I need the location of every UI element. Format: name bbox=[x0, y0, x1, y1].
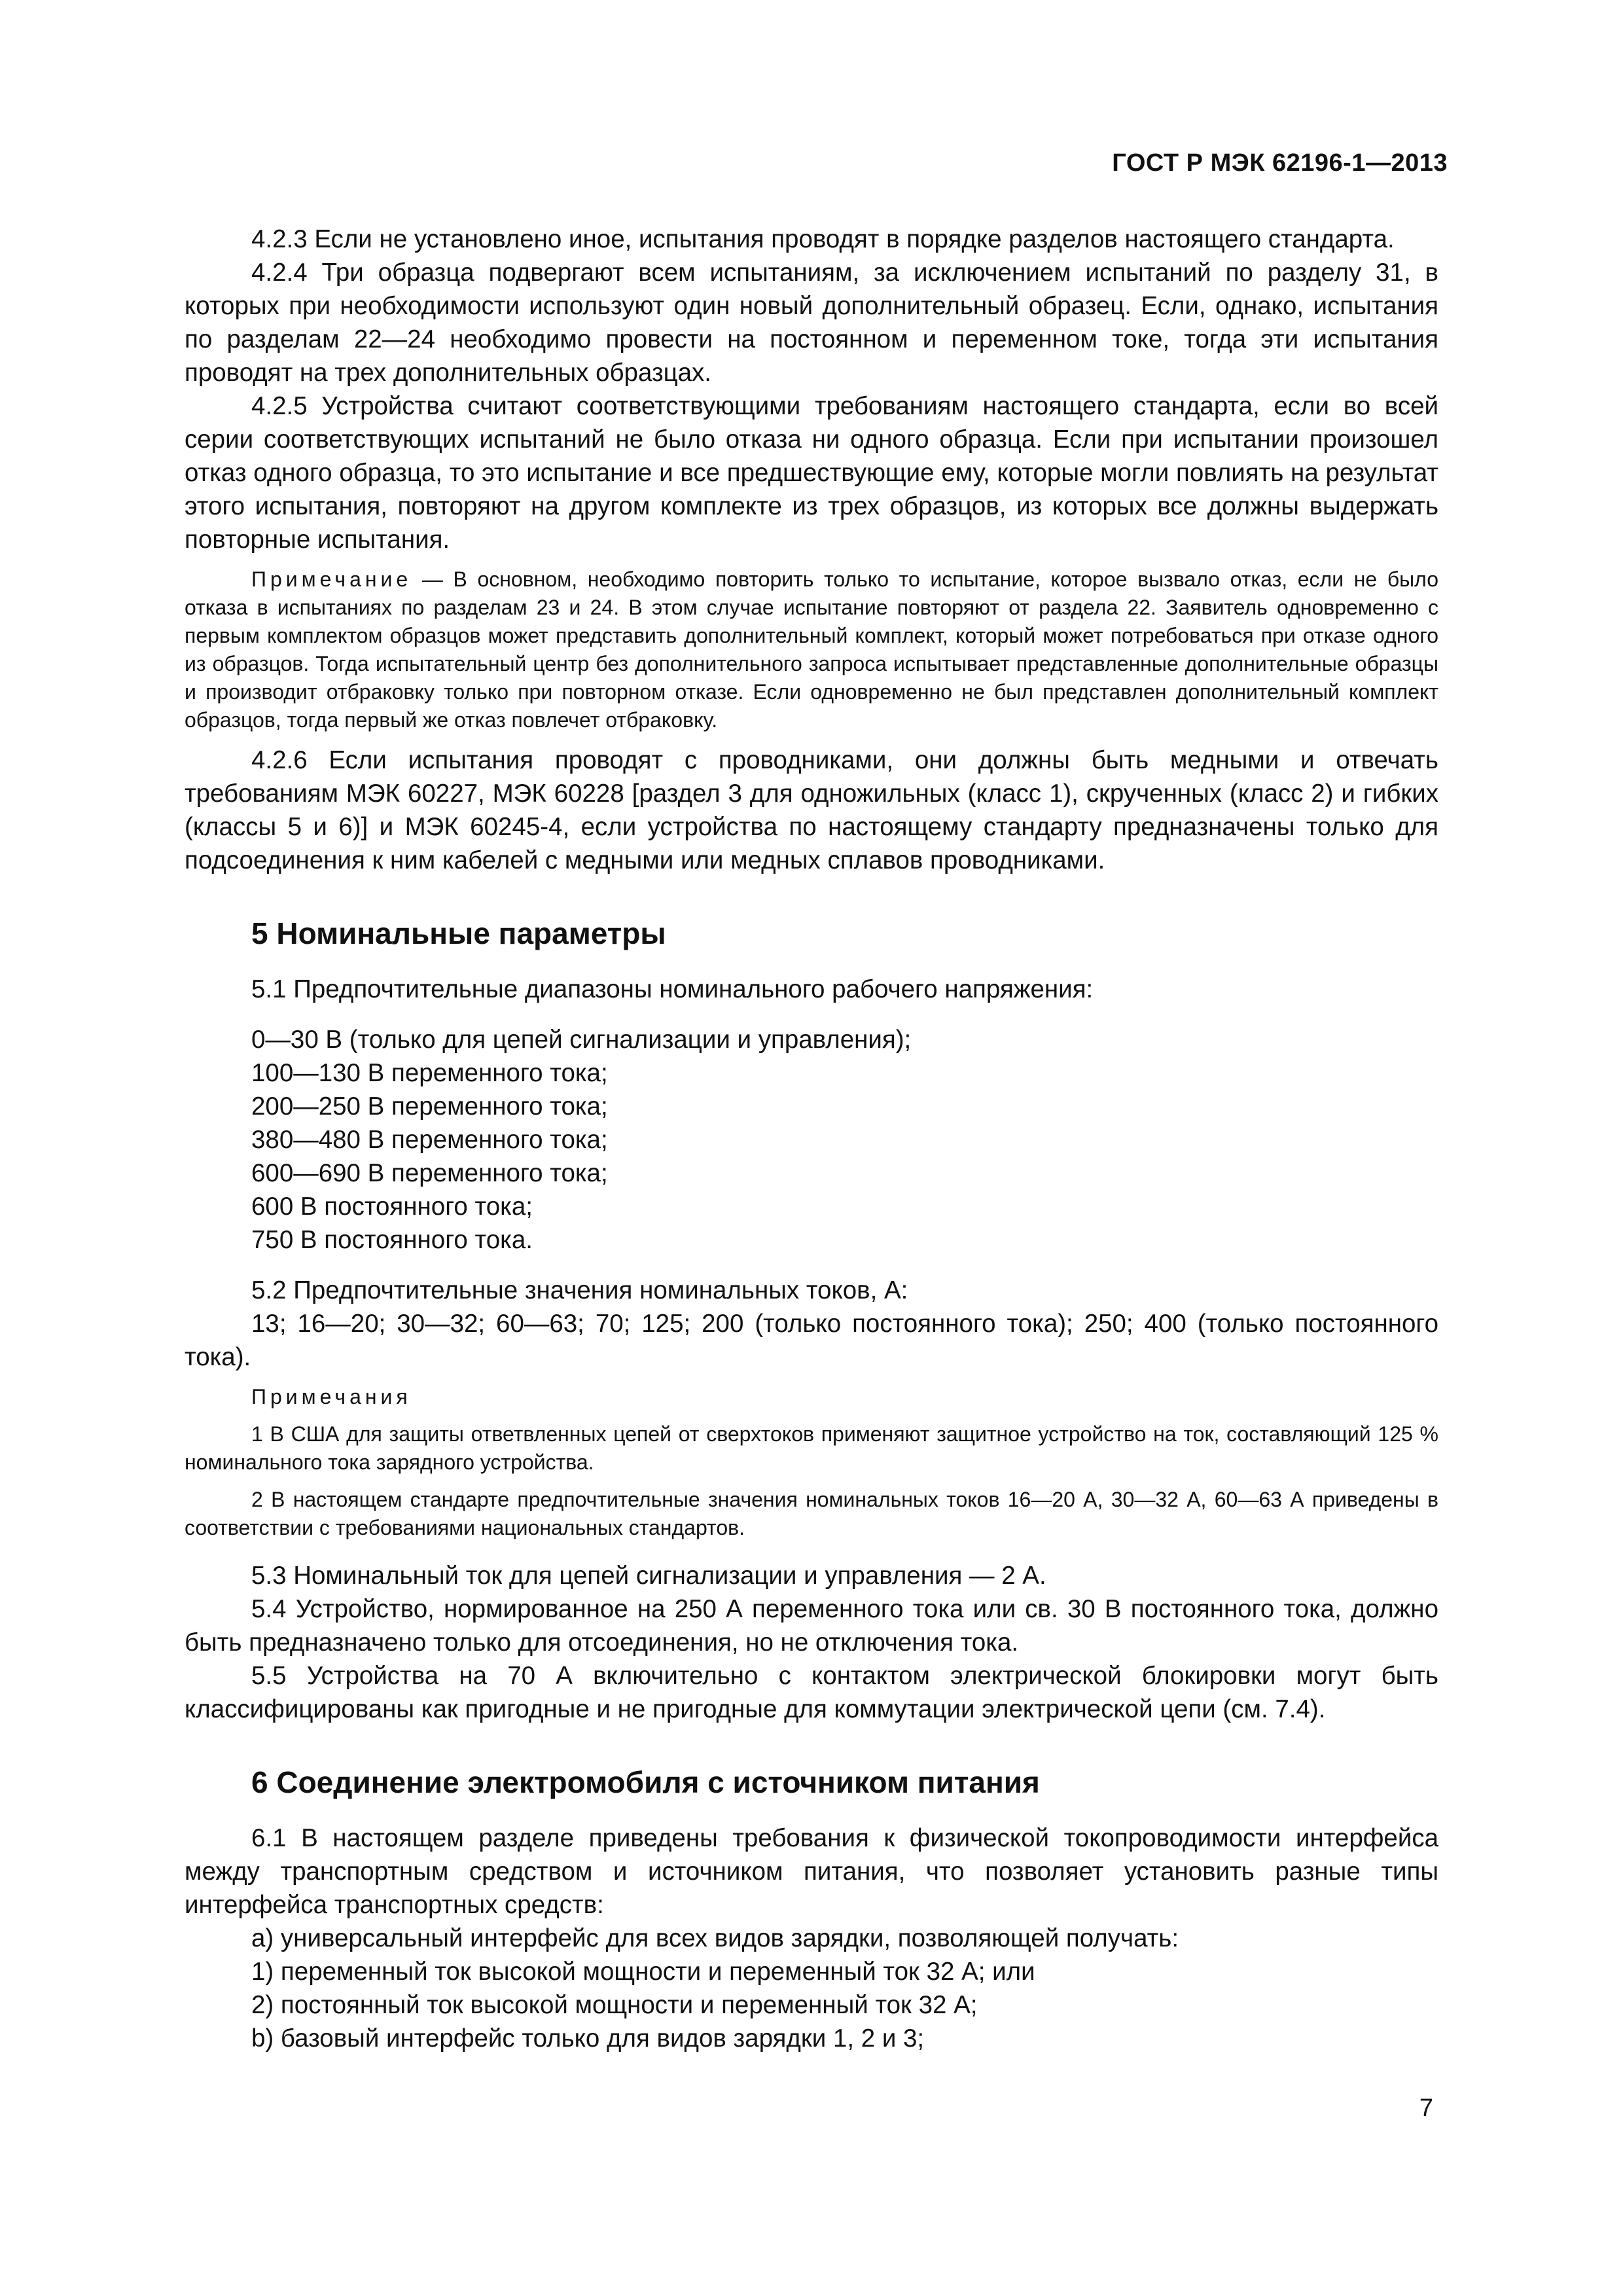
clause-6-1-b: b) базовый интерфейс только для видов зарядки 1, 2 и 3; bbox=[251, 2024, 925, 2053]
note-label: Примечание bbox=[251, 567, 412, 591]
clause-5-2-values: 13; 16—20; 30—32; 60—63; 70; 125; 200 (только постоянного тока); 250; 400 (только постоянного тока). bbox=[185, 1310, 1438, 1371]
section-heading-6: 6 Соединение электромобиля с источником питания bbox=[251, 1765, 1040, 1799]
clause-6-1-a-2: 2) постоянный ток высокой мощности и переменный ток 32 А; bbox=[251, 1991, 978, 2019]
clause-4-2-4: 4.2.4 Три образца подвергают всем испытаниям, за исключением испытаний по разделу 31, в которых при необходимости используют один новый дополнительный образец. Если, однако, испытания по разделам 22—24 необходимо провести на постоянном и переменном токе, тогда эти испытания проводят на трех дополнительных образцах. bbox=[185, 259, 1438, 387]
document-header: ГОСТ Р МЭК 62196-1—2013 bbox=[1112, 149, 1448, 177]
clause-6-1-a: a) универсальный интерфейс для всех видов зарядки, позволяющей получать: bbox=[251, 1924, 1179, 1952]
clause-5-5: 5.5 Устройства на 70 А включительно с контактом электрической блокировки могут быть классифицированы как пригодные и не пригодные для коммутации электрической цепи (см. 7.4). bbox=[185, 1662, 1438, 1723]
notes-label: Примечания bbox=[251, 1385, 412, 1408]
page-number: 7 bbox=[1419, 2094, 1433, 2122]
list-item: 600 В постоянного тока; bbox=[251, 1193, 533, 1221]
clause-5-4: 5.4 Устройство, нормированное на 250 А переменного тока или св. 30 В постоянного тока, должно быть предназначено только для отсоединения, но не отключения тока. bbox=[185, 1595, 1438, 1657]
list-item: 100—130 В переменного тока; bbox=[251, 1059, 608, 1087]
list-item: 600—690 В переменного тока; bbox=[251, 1159, 608, 1187]
voltage-range-list bbox=[185, 1023, 1438, 1257]
list-item: 380—480 В переменного тока; bbox=[251, 1126, 608, 1154]
list-item: 200—250 В переменного тока; bbox=[251, 1092, 608, 1121]
clause-6-1-a-1: 1) переменный ток высокой мощности и переменный ток 32 А; или bbox=[251, 1958, 1035, 1986]
clause-6-1: 6.1 В настоящем разделе приведены требования к физической токопроводимости интерфейса между транспортным средством и источником питания, что позволяет установить разные типы интерфейса транспортных средств: bbox=[185, 1824, 1438, 1919]
list-item: 0—30 В (только для цепей сигнализации и управления); bbox=[251, 1026, 912, 1054]
clause-5-2: 5.2 Предпочтительные значения номинальных токов, А: bbox=[251, 1276, 908, 1304]
clause-4-2-6: 4.2.6 Если испытания проводят с проводниками, они должны быть медными и отвечать требованиям МЭК 60227, МЭК 60228 [раздел 3 для одножильных (класс 1), скрученных (класс 2) и гибких (классы 5 и 6)] и МЭК 60245-4, если устройства по настоящему стандарту предназначены только для подсоединения к ним кабелей с медными или медных сплавов проводниками. bbox=[185, 746, 1438, 874]
list-item: 750 В постоянного тока. bbox=[251, 1226, 533, 1254]
document-body bbox=[185, 223, 1438, 2055]
clause-5-1: 5.1 Предпочтительные диапазоны номинального рабочего напряжения: bbox=[251, 975, 1094, 1003]
note-4-2-5: Примечание — В основном, необходимо повторить только то испытание, которое вызвало отказ, если не было отказа в испытаниях по разделам 23 и 24. В этом случае испытание повторяют от раздела 22. Заявитель одновременно с первым комплектом образцов может представить дополнительный комплект, который может потребоваться при отказе одного из образцов. Тогда испытательный центр без дополнительного запроса испытывает представленные дополнительные образцы и производит отбраковку только при повторном отказе. Если одновременно не был представлен дополнительный комплект образцов, тогда первый же отказ повлечет отбраковку. bbox=[185, 567, 1438, 732]
note-5-2-1: 1 В США для защиты ответвленных цепей от сверхтоков применяют защитное устройство на ток, составляющий 125 % номинального тока зарядного устройства. bbox=[185, 1422, 1438, 1474]
clause-4-2-5: 4.2.5 Устройства считают соответствующими требованиям настоящего стандарта, если во всей серии соответствующих испытаний не было отказа ни одного образца. Если при испытании произошел отказ одного образца, то это испытание и все предшествующие ему, которые могли повлиять на результат этого испытания, повторяют на другом комплекте из трех образцов, из которых все должны выдержать повторные испытания. bbox=[185, 392, 1438, 554]
section-heading-5: 5 Номинальные параметры bbox=[251, 916, 666, 950]
clause-4-2-3: 4.2.3 Если не установлено иное, испытания проводят в порядке разделов настоящего стандарта. bbox=[251, 225, 1395, 253]
clause-5-3: 5.3 Номинальный ток для цепей сигнализации и управления — 2 А. bbox=[251, 1562, 1046, 1590]
note-5-2-2: 2 В настоящем стандарте предпочтительные значения номинальных токов 16—20 А, 30—32 А, 60—63 А приведены в соответствии с требованиями национальных стандартов. bbox=[185, 1488, 1438, 1539]
